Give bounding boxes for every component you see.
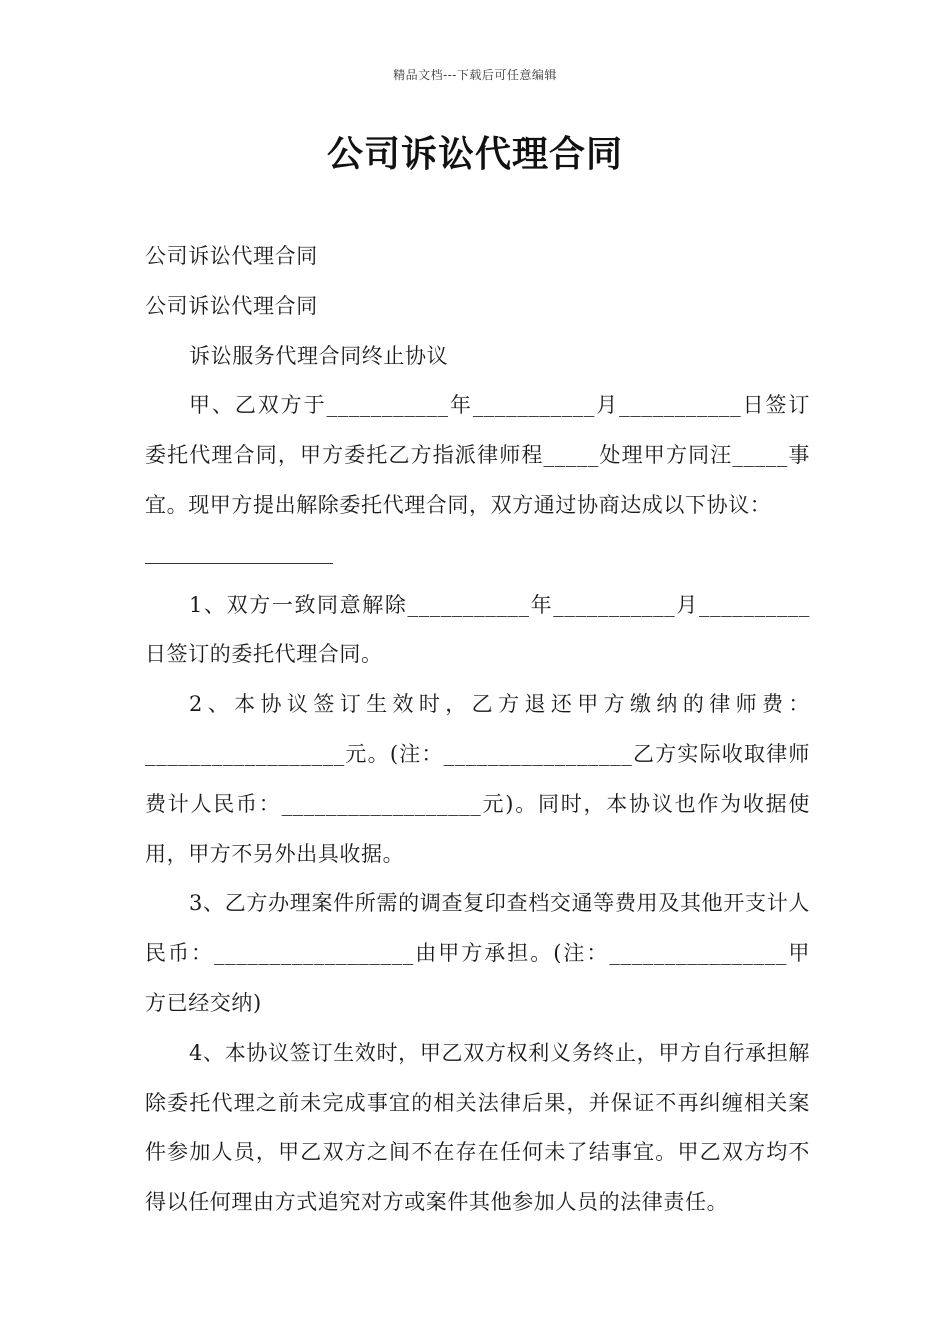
paragraph-clause-2: 2、本协议签订生效时，乙方退还甲方缴纳的律师费：__________________元。(注：_________________乙方实际收取律师费计人民币：__________________元)。同时，本协议也作为收据使用，甲方不另外出具收据。 bbox=[145, 692, 810, 866]
header-note: 精品文档---下载后可任意编辑 bbox=[393, 68, 557, 82]
paragraph-subtitle-1: 公司诉讼代理合同 bbox=[145, 244, 318, 268]
paragraph-clause-4: 4、本协议签订生效时，甲乙双方权利义务终止，甲方自行承担解除委托代理之前未完成事宜的相关法律后果，并保证不再纠缠相关案件参加人员，甲乙双方之间不在存在任何未了结事宜。甲乙双方均不得以任何理由方式追究对方或案件其他参加人员的法律责任。 bbox=[145, 1040, 810, 1215]
document-title: 公司诉讼代理合同 bbox=[326, 134, 623, 175]
paragraph-preamble: 甲、乙双方于___________年___________月___________日签订委托代理合同，甲方委托乙方指派律师程_____处理甲方同汪_____事宜。现甲方提出解除委托代理合同，双方通过协商达成以下协议： bbox=[145, 393, 810, 517]
blank-underline bbox=[145, 563, 333, 564]
paragraph-agreement-name: 诉讼服务代理合同终止协议 bbox=[189, 343, 449, 368]
paragraph-subtitle-2: 公司诉讼代理合同 bbox=[145, 293, 318, 318]
paragraph-clause-3: 3、乙方办理案件所需的调查复印查档交通等费用及其他开支计人民币：__________________由甲方承担。(注：________________甲方已经交纳) bbox=[145, 891, 810, 1015]
paragraph-clause-1: 1、双方一致同意解除___________年___________月__________日签订的委托代理合同。 bbox=[145, 592, 810, 667]
blank-line bbox=[145, 531, 810, 581]
document-body bbox=[145, 232, 810, 1228]
